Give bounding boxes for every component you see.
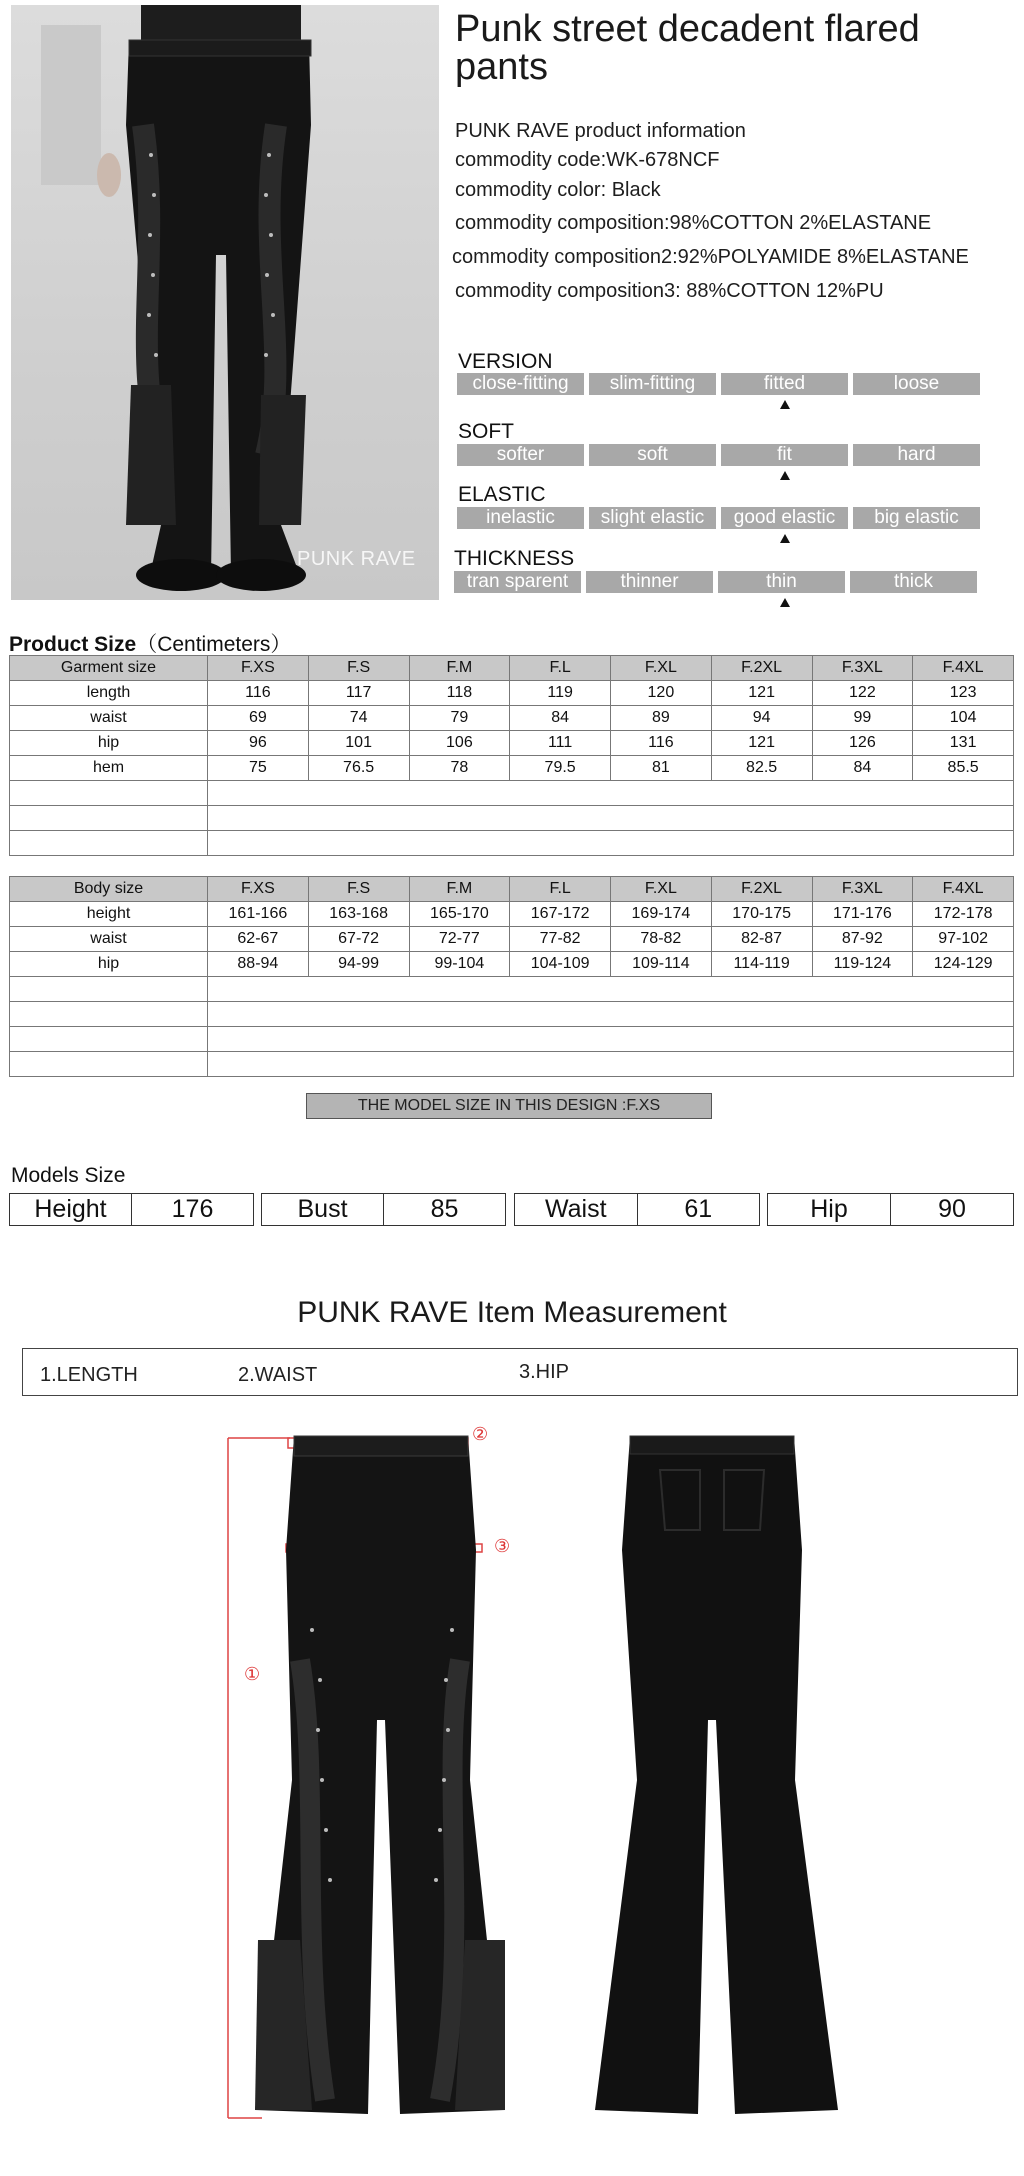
table-cell: 88-94 bbox=[208, 952, 309, 977]
info-label: commodity composition3: bbox=[455, 280, 681, 302]
row-label: hip bbox=[10, 952, 208, 977]
scale-title-version: VERSION bbox=[458, 350, 553, 373]
measurement-item: 2.WAIST bbox=[238, 1364, 318, 1386]
info-line-color bbox=[455, 179, 661, 202]
header-cell: F.XL bbox=[611, 877, 712, 902]
product-title: Punk street decadent flared pants bbox=[455, 8, 920, 88]
model-measure-label: Bust bbox=[262, 1194, 384, 1225]
table-row bbox=[10, 731, 1014, 756]
scale-option: thick bbox=[850, 571, 977, 593]
scale-option: close-fitting bbox=[457, 373, 584, 395]
selected-marker-icon bbox=[780, 534, 790, 543]
table-cell: 96 bbox=[208, 731, 309, 756]
table-cell: 104 bbox=[913, 706, 1014, 731]
scale-option: good elastic bbox=[721, 507, 848, 529]
model-measure-label: Hip bbox=[768, 1194, 891, 1225]
table-cell: 89 bbox=[611, 706, 712, 731]
table-cell: 99 bbox=[812, 706, 913, 731]
table-row bbox=[10, 756, 1014, 781]
table-cell: 170-175 bbox=[711, 902, 812, 927]
garment-size-table bbox=[9, 655, 1014, 856]
model-measure-value: 85 bbox=[430, 1195, 459, 1223]
header-cell: Body size bbox=[10, 877, 208, 902]
table-cell: 117 bbox=[308, 681, 409, 706]
table-cell: 122 bbox=[812, 681, 913, 706]
table-cell: 76.5 bbox=[308, 756, 409, 781]
marker-length-icon: ① bbox=[244, 1664, 261, 1684]
scale-option: slight elastic bbox=[589, 507, 716, 529]
product-size-title bbox=[9, 628, 291, 658]
header-cell: F.3XL bbox=[812, 877, 913, 902]
row-label: length bbox=[10, 681, 208, 706]
header-cell: F.XL bbox=[611, 656, 712, 681]
info-label: commodity composition2: bbox=[452, 246, 678, 268]
scale-option: slim-fitting bbox=[589, 373, 716, 395]
table-cell: 81 bbox=[611, 756, 712, 781]
product-size-unit: （Centimeters） bbox=[136, 633, 292, 656]
scale-option: thin bbox=[718, 571, 845, 593]
table-cell: 131 bbox=[913, 731, 1014, 756]
model-size-note: THE MODEL SIZE IN THIS DESIGN :F.XS bbox=[306, 1093, 712, 1119]
table-cell: 85.5 bbox=[913, 756, 1014, 781]
table-row bbox=[10, 706, 1014, 731]
row-label: hip bbox=[10, 731, 208, 756]
table-cell: 169-174 bbox=[611, 902, 712, 927]
body-size-table bbox=[9, 876, 1014, 1077]
table-cell: 99-104 bbox=[409, 952, 510, 977]
info-value: 88%COTTON 12%PU bbox=[686, 280, 884, 302]
table-cell: 74 bbox=[308, 706, 409, 731]
product-size-title-text: Product Size bbox=[9, 633, 137, 656]
info-line-code bbox=[455, 149, 720, 172]
table-cell: 79 bbox=[409, 706, 510, 731]
table-cell: 161-166 bbox=[208, 902, 309, 927]
model-pants-illustration bbox=[11, 5, 439, 600]
table-cell: 62-67 bbox=[208, 927, 309, 952]
header-cell: F.2XL bbox=[711, 877, 812, 902]
table-header-row bbox=[10, 656, 1014, 681]
table-cell: 118 bbox=[409, 681, 510, 706]
scale-option: loose bbox=[853, 373, 980, 395]
table-cell: 77-82 bbox=[510, 927, 611, 952]
row-label: height bbox=[10, 902, 208, 927]
table-cell: 167-172 bbox=[510, 902, 611, 927]
table-cell: 124-129 bbox=[913, 952, 1014, 977]
table-cell: 97-102 bbox=[913, 927, 1014, 952]
scale-title-thickness: THICKNESS bbox=[454, 547, 575, 570]
scale-option: fitted bbox=[721, 373, 848, 395]
table-cell: 121 bbox=[711, 681, 812, 706]
empty-row bbox=[10, 806, 1014, 831]
table-cell: 75 bbox=[208, 756, 309, 781]
table-cell: 82.5 bbox=[711, 756, 812, 781]
scale-title-soft: SOFT bbox=[458, 420, 514, 443]
info-label: commodity composition: bbox=[455, 212, 670, 234]
info-line-composition bbox=[455, 212, 931, 235]
table-row bbox=[10, 927, 1014, 952]
row-label: waist bbox=[10, 706, 208, 731]
selected-marker-icon bbox=[780, 598, 790, 607]
info-heading: PUNK RAVE product information bbox=[455, 120, 746, 142]
table-cell: 106 bbox=[409, 731, 510, 756]
model-measure-value: 176 bbox=[171, 1195, 214, 1223]
table-cell: 119-124 bbox=[812, 952, 913, 977]
table-cell: 121 bbox=[711, 731, 812, 756]
empty-row bbox=[10, 781, 1014, 806]
pants-front-back-illustration bbox=[0, 1420, 1024, 2140]
table-cell: 82-87 bbox=[711, 927, 812, 952]
selected-marker-icon bbox=[780, 471, 790, 480]
model-measure-label: Height bbox=[10, 1194, 132, 1225]
table-cell: 116 bbox=[208, 681, 309, 706]
header-cell: Garment size bbox=[10, 656, 208, 681]
scale-option: fit bbox=[721, 444, 848, 466]
header-cell: F.L bbox=[510, 877, 611, 902]
scale-option: thinner bbox=[586, 571, 713, 593]
product-photo bbox=[11, 5, 439, 600]
table-cell: 163-168 bbox=[308, 902, 409, 927]
scale-option: big elastic bbox=[853, 507, 980, 529]
scale-option: hard bbox=[853, 444, 980, 466]
row-label: hem bbox=[10, 756, 208, 781]
measurement-title: PUNK RAVE Item Measurement bbox=[297, 1296, 727, 1329]
table-cell: 116 bbox=[611, 731, 712, 756]
table-cell: 94-99 bbox=[308, 952, 409, 977]
table-cell: 120 bbox=[611, 681, 712, 706]
header-cell: F.4XL bbox=[913, 877, 1014, 902]
model-bust-box bbox=[261, 1193, 506, 1226]
info-value: 92%POLYAMIDE 8%ELASTANE bbox=[677, 246, 969, 268]
table-cell: 94 bbox=[711, 706, 812, 731]
table-cell: 114-119 bbox=[711, 952, 812, 977]
table-cell: 104-109 bbox=[510, 952, 611, 977]
info-label: commodity code: bbox=[455, 149, 607, 171]
table-cell: 79.5 bbox=[510, 756, 611, 781]
table-header-row bbox=[10, 877, 1014, 902]
table-cell: 78 bbox=[409, 756, 510, 781]
info-line-composition3 bbox=[455, 280, 884, 303]
table-cell: 78-82 bbox=[611, 927, 712, 952]
header-cell: F.4XL bbox=[913, 656, 1014, 681]
table-cell: 172-178 bbox=[913, 902, 1014, 927]
measurement-item: 1.LENGTH bbox=[40, 1364, 138, 1386]
header-cell: F.XS bbox=[208, 877, 309, 902]
table-row bbox=[10, 952, 1014, 977]
table-cell: 111 bbox=[510, 731, 611, 756]
info-value: Black bbox=[611, 179, 661, 201]
header-cell: F.3XL bbox=[812, 656, 913, 681]
empty-row bbox=[10, 1002, 1014, 1027]
header-cell: F.M bbox=[409, 877, 510, 902]
header-cell: F.XS bbox=[208, 656, 309, 681]
empty-row bbox=[10, 977, 1014, 1002]
table-cell: 84 bbox=[812, 756, 913, 781]
marker-hip-icon: ③ bbox=[494, 1536, 511, 1556]
measurement-item: 3.HIP bbox=[519, 1361, 570, 1383]
table-cell: 109-114 bbox=[611, 952, 712, 977]
table-cell: 72-77 bbox=[409, 927, 510, 952]
header-cell: F.2XL bbox=[711, 656, 812, 681]
scale-option: tran sparent bbox=[454, 571, 581, 593]
table-row bbox=[10, 902, 1014, 927]
row-label: waist bbox=[10, 927, 208, 952]
model-measure-label: Waist bbox=[515, 1194, 638, 1225]
table-cell: 69 bbox=[208, 706, 309, 731]
model-measure-value: 90 bbox=[938, 1195, 966, 1223]
model-measure-value: 61 bbox=[684, 1195, 713, 1223]
header-cell: F.L bbox=[510, 656, 611, 681]
table-cell: 67-72 bbox=[308, 927, 409, 952]
info-value: 98%COTTON 2%ELASTANE bbox=[669, 212, 932, 234]
table-cell: 123 bbox=[913, 681, 1014, 706]
header-cell: F.M bbox=[409, 656, 510, 681]
table-cell: 87-92 bbox=[812, 927, 913, 952]
empty-row bbox=[10, 1052, 1014, 1077]
models-size-title: Models Size bbox=[11, 1164, 126, 1187]
scale-option: softer bbox=[457, 444, 584, 466]
table-cell: 126 bbox=[812, 731, 913, 756]
info-line-composition2 bbox=[452, 246, 969, 269]
header-cell: F.S bbox=[308, 877, 409, 902]
scale-option: inelastic bbox=[457, 507, 584, 529]
model-height-box bbox=[9, 1193, 254, 1226]
empty-row bbox=[10, 1027, 1014, 1052]
table-cell: 119 bbox=[510, 681, 611, 706]
table-cell: 101 bbox=[308, 731, 409, 756]
table-row bbox=[10, 681, 1014, 706]
table-cell: 84 bbox=[510, 706, 611, 731]
marker-waist-icon: ② bbox=[472, 1424, 489, 1444]
model-hip-box bbox=[767, 1193, 1014, 1226]
measurement-diagram bbox=[0, 1420, 1024, 2140]
scale-option: soft bbox=[589, 444, 716, 466]
watermark: PUNK RAVE bbox=[297, 548, 416, 570]
selected-marker-icon bbox=[780, 400, 790, 409]
table-cell: 165-170 bbox=[409, 902, 510, 927]
model-waist-box bbox=[514, 1193, 760, 1226]
header-cell: F.S bbox=[308, 656, 409, 681]
table-cell: 171-176 bbox=[812, 902, 913, 927]
info-label: commodity color: bbox=[455, 179, 607, 201]
scale-title-elastic: ELASTIC bbox=[458, 483, 546, 506]
info-value: WK-678NCF bbox=[606, 149, 720, 171]
empty-row bbox=[10, 831, 1014, 856]
